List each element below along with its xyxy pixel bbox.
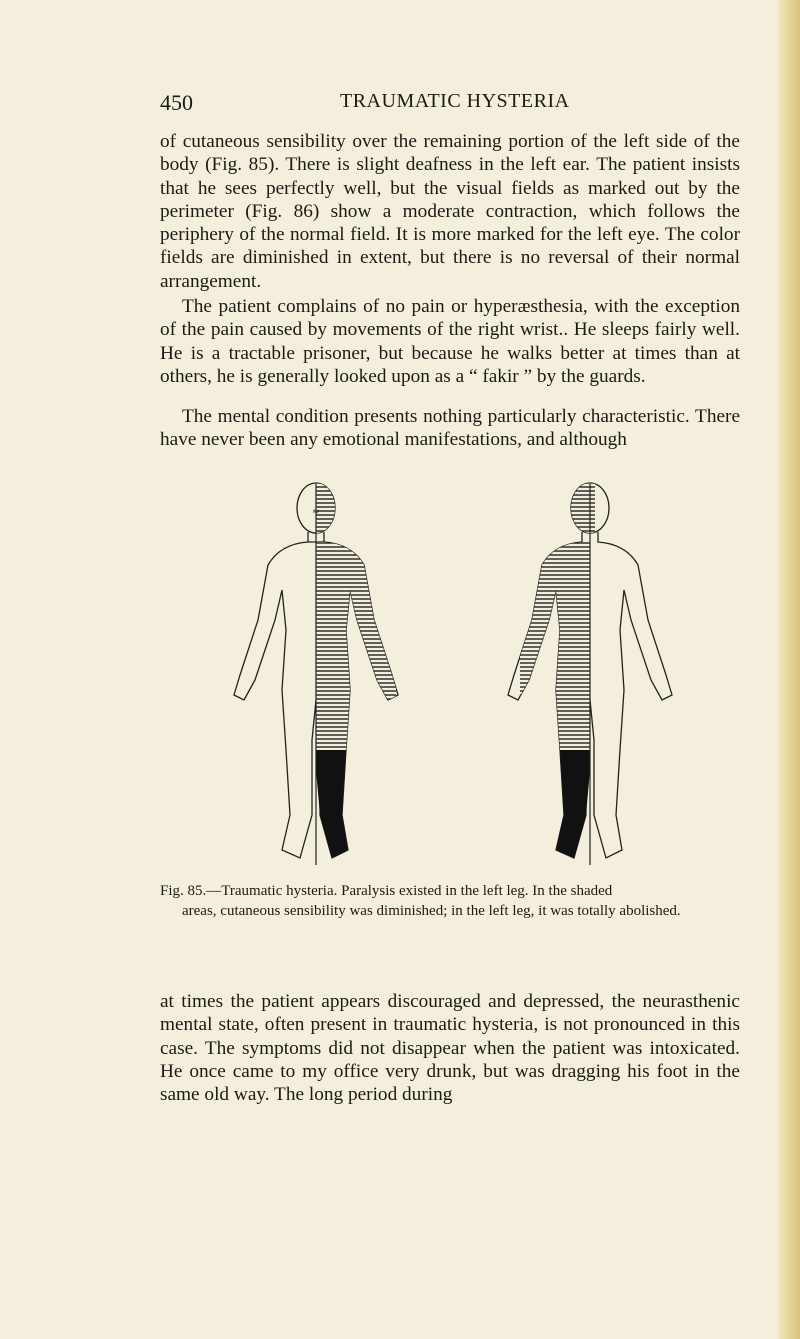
paragraph-4: at times the patient appears discouraged and depressed, the neurasthenic mental state, often present in traumatic hysteria, is not pronounced in this case. The symptoms did not disappear when the patient was intoxicated. He once came to my office very drunk, but was dragging his foot in the same old way. The long period during — [160, 991, 740, 1106]
body-back-diagram-icon — [508, 483, 672, 865]
page-edge — [778, 0, 800, 1339]
paragraph-1: of cutaneous sensibility over the remaining portion of the left side of the body (Fig. 85). There is slight deafness in the left ear. The patient insists that he sees perfectly well, but the visual fields as marked out by the perimeter (Fig. 86) show a moderate contraction, which follows the periphery of the normal field. It is more marked for the left eye. The color fields are diminished in extent, but there is no reversal of their normal arrangement. — [160, 131, 740, 292]
svg-text:≈: ≈ — [312, 507, 320, 517]
page-header — [160, 90, 740, 116]
paragraph-3: The mental condition presents nothing particularly characteristic. There have never been any emotional manifestations, and although — [160, 406, 740, 451]
caption-line-2: areas, cutaneous sensibility was diminished; in the left leg, it was totally abolished. — [182, 902, 681, 919]
caption-label: Fig. 85. — [160, 883, 207, 899]
caption-line-1: —Traumatic hysteria. Paralysis existed in the left leg. In the shaded — [206, 883, 613, 899]
figure-caption — [160, 882, 740, 921]
body-diagrams — [220, 470, 700, 880]
paragraph-2: The patient complains of no pain or hyperæsthesia, with the exception of the pain caused by movements of the right wrist.. He sleeps fairly well. He is a tractable prisoner, but because he walks better at times than at others, he is generally looked upon as a “ fakir ” by the guards. — [160, 296, 740, 387]
page-number: 450 — [160, 90, 193, 115]
body-front-diagram-icon — [234, 483, 398, 865]
running-title: TRAUMATIC HYSTERIA — [340, 90, 570, 112]
figure-85 — [220, 470, 700, 880]
